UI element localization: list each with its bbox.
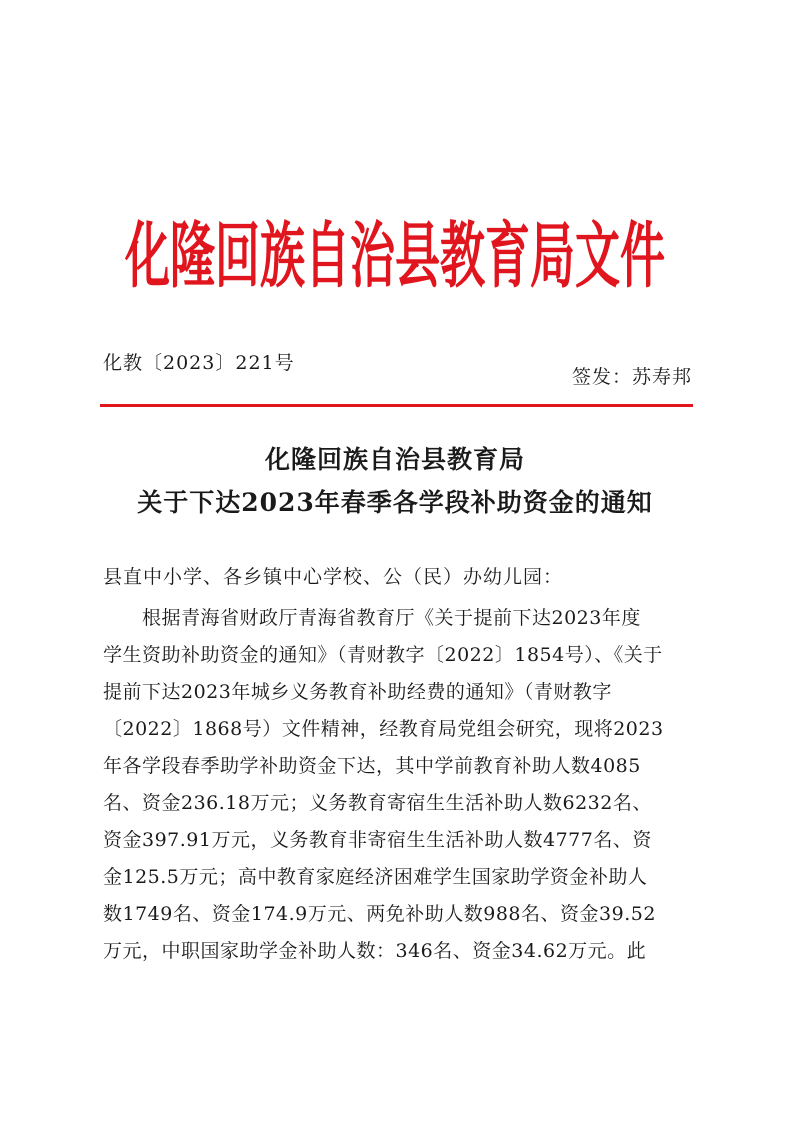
body-line: 资金397.91万元，义务教育非寄宿生生活补助人数4777名、资 <box>103 829 652 851</box>
signer: 签发：苏寿邦 <box>571 366 692 388</box>
document-number: 化教〔2023〕221号 <box>103 352 295 374</box>
document-masthead: 化隆回族自治县教育局文件 <box>124 215 666 299</box>
body-line: 数1749名、资金174.9万元、两免补助人数988名、资金39.52 <box>103 903 656 925</box>
body-line: 年各学段春季助学补助资金下达，其中学前教育补助人数4085 <box>103 755 641 777</box>
body-line: 学生资助补助资金的通知》（青财教字〔2022〕1854号）、《关于 <box>103 644 663 666</box>
title-line-1: 化隆回族自治县教育局 <box>264 445 525 474</box>
body-line: 〔2022〕1868号）文件精神，经教育局党组会研究，现将2023 <box>103 718 664 740</box>
body-line: 金125.5万元；高中教育家庭经济困难学生国家助学资金补助人 <box>103 866 648 888</box>
red-divider-line <box>100 404 693 407</box>
body-line: 提前下达2023年城乡义务教育补助经费的通知》（青财教字 <box>103 681 612 703</box>
body-line: 根据青海省财政厅青海省教育厅《关于提前下达2023年度 <box>142 607 641 629</box>
title-line-2: 关于下达2023年春季各学段补助资金的通知 <box>137 488 653 517</box>
body-line: 万元，中职国家助学金补助人数：346名、资金34.62万元。此 <box>103 940 647 962</box>
addressee: 县直中小学、各乡镇中心学校、公（民）办幼儿园： <box>103 566 564 588</box>
body-line: 名、资金236.18万元；义务教育寄宿生生活补助人数6232名、 <box>103 792 652 814</box>
